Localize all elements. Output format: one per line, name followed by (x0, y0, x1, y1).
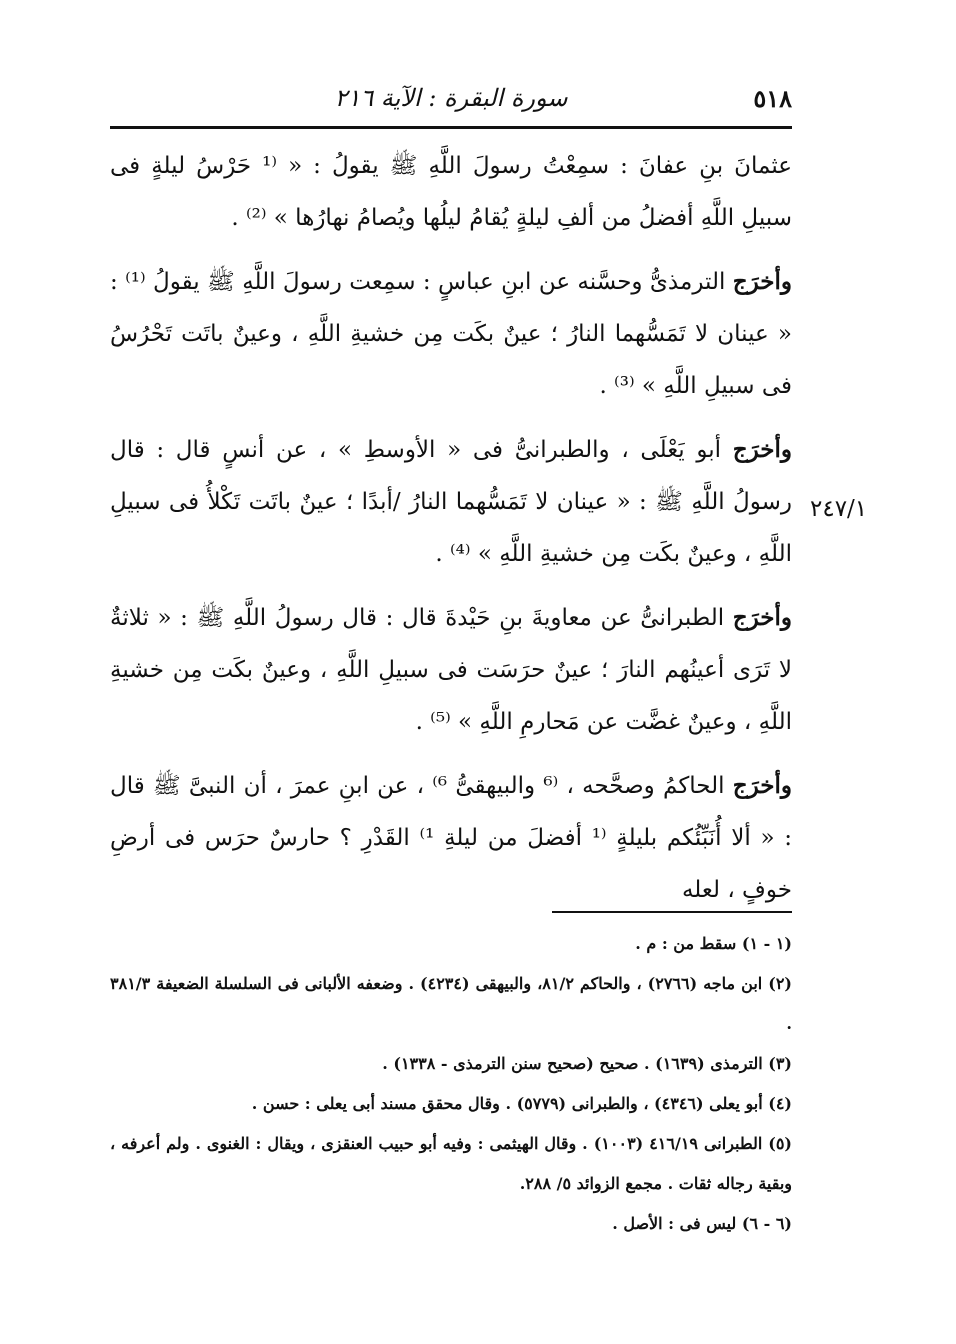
surah-title: سورة البقرة : الآية ٢١٦ (334, 84, 568, 112)
paragraph-text: الحاكمُ وصحَّحه ، ⁽⁶ والبيهقىُّ ⁶⁾ ، عن ابنِ عمرَ ، أن النبىَّ ﷺ قال : « ألا أُنَبِّئُكم بليلةٍ ⁽¹ أفضلَ من ليلةِ ¹⁾ القَدْرِ ؟ حارسٌ حرَس فى أرضِ خوفٍ ، لعله (110, 773, 793, 903)
paragraph-text: الترمذىُّ وحسَّنه عن ابنِ عباسٍ : سمِعت رسولَ اللَّهِ ﷺ يقولُ ⁽¹⁾ : « عينان لا تَمَسُّهما النارُ ؛ عينٌ بكَت مِن خشيةِ اللَّهِ ، وعينٌ باتَت تَحْرُسُ فى سبيلِ اللَّهِ » ⁽³⁾ . (110, 269, 792, 399)
paragraph (110, 592, 792, 748)
header-rule (110, 126, 792, 129)
footnote: (٥) الطبرانى ٤١٦/١٩ (١٠٠٣) . وقال الهيثمى : وفيه أبو حبيب العنقزى ، ويقال : الغنوى . ولم أعرفه ، وبقية رجاله ثقات . مجمع الزوائد ٥/ ٢٨٨. (110, 1134, 792, 1193)
paragraph-text: أبو يَعْلَى ، والطبرانىُّ فى « الأوسطِ » ، عن أنسٍ قال : قال رسولُ اللَّهِ ﷺ : « عينان لا تَمَسُّهما النارُ /أبدًا ؛ عينٌ باتَت تَكْلأُ فى سبيلِ اللَّهِ ، وعينٌ بكَت مِن خشيةِ اللَّهِ » ⁽⁴⁾ . (110, 437, 792, 567)
paragraph-lead: وأخرَج (732, 436, 792, 463)
paragraph (110, 424, 792, 580)
margin-reference: ٢٤٧/١ (810, 496, 868, 522)
footnote: (٤) أبو يعلى (٤٣٤٦) ، والطبرانى (٥٧٧٩) . وقال محقق مسند أبى يعلى : حسن . (251, 1094, 792, 1113)
paragraph-text: الطبرانىُّ عن معاويةَ بنِ حَيْدةَ قال : قال رسولُ اللَّهِ ﷺ : « ثلاثةٌ لا تَرَى أعينُهم النارَ ؛ عينٌ حرَسَت فى سبيلِ اللَّهِ ، وعينٌ بكَت مِن خشيةِ اللَّهِ ، وعينٌ غضَّت عن مَحارمِ اللَّهِ » ⁽⁵⁾ . (110, 605, 792, 735)
main-text (110, 140, 792, 928)
paragraph (110, 760, 792, 916)
paragraph-text: عثمانَ بنِ عفانَ : سمِعْتُ رسولَ اللَّهِ ﷺ يقولُ : « ⁽¹ حَرْسُ ليلةٍ فى سبيلِ اللَّهِ أفضلُ من ألفِ ليلةٍ يُقامُ ليلُها ويُصامُ نهارُها » ⁽²⁾ . (110, 153, 792, 231)
paragraph-lead: وأخرَج (732, 268, 792, 295)
running-header (110, 84, 792, 120)
paragraph (110, 140, 792, 244)
footnote: (٦ - ٦) ليس فى : الأصل . (612, 1214, 792, 1233)
footnote: (٢) ابن ماجه (٢٧٦٦) ، والحاكم ٨١/٢، والبيهقى (٤٢٣٤) . وضعفه الألبانى فى السلسلة الضعيفة ٣٨١/٣ . (110, 974, 792, 1033)
footnote-rule (552, 911, 792, 913)
footnote: (٣) الترمذى (١٦٣٩) . صحيح (صحيح سنن الترمذى - ١٣٣٨) . (382, 1054, 792, 1073)
paragraph-lead: وأخرَج (732, 604, 792, 631)
paragraph-lead: وأخرَج (732, 772, 792, 799)
page-number: ٥١٨ (753, 84, 792, 113)
paragraph (110, 256, 792, 412)
footnote: (١ - ١) سقط من : م . (635, 934, 792, 953)
footnotes (110, 924, 792, 1244)
